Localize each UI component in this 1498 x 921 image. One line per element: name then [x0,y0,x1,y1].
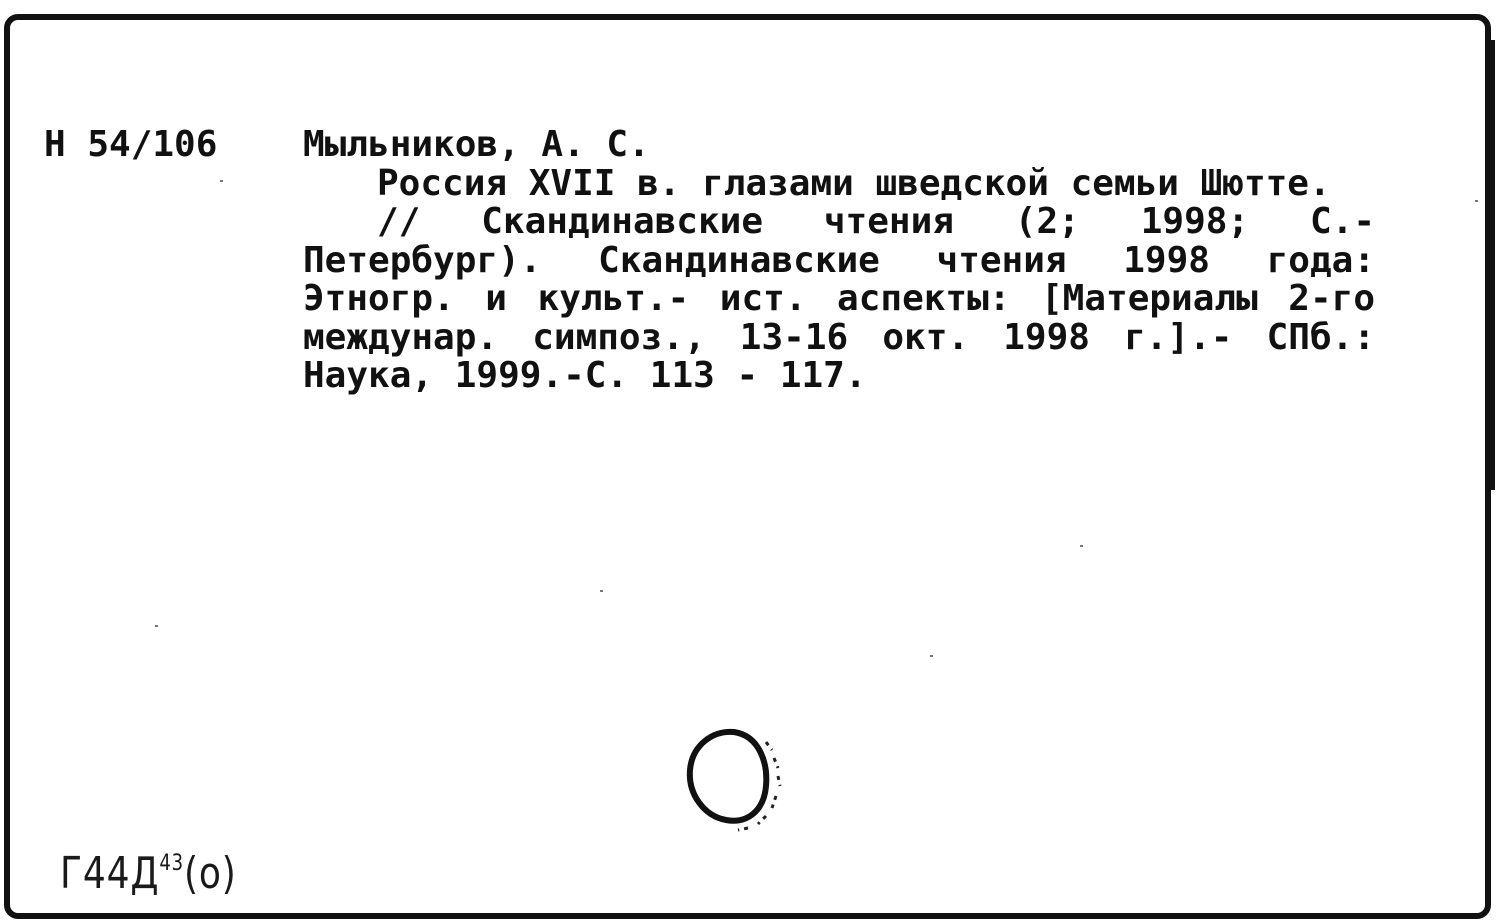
punch-hole-icon [682,724,792,839]
handwritten-superscript: 43 [159,851,184,876]
speck [155,625,158,627]
speck [220,180,223,182]
call-number: Н 54/106 [44,124,218,165]
handwritten-tail: (о) [183,848,237,899]
source-line: // Скандинавские чтения (2; 1998; С.-Петербург). Скандинавские чтения 1998 года: Этногр. и культ.- ист. аспекты: [Материалы 2-го междунар. симпоз., 13-16 окт. 1998 г.].- СПб.: Наука, 1999.-С. 113 - 117. [303,201,1375,396]
speck [1475,200,1478,202]
title-line: Россия XVII в. глазами шведской семьи Шютте. [377,162,1331,204]
speck [600,590,603,592]
card-edge-shadow [1485,40,1495,490]
speck [1080,545,1083,547]
author-heading: Мыльников, А. С. [303,124,650,165]
handwritten-main: Г44Д [60,848,160,899]
speck [930,655,933,657]
handwritten-shelfmark [60,848,237,899]
bibliographic-entry [303,126,1375,396]
